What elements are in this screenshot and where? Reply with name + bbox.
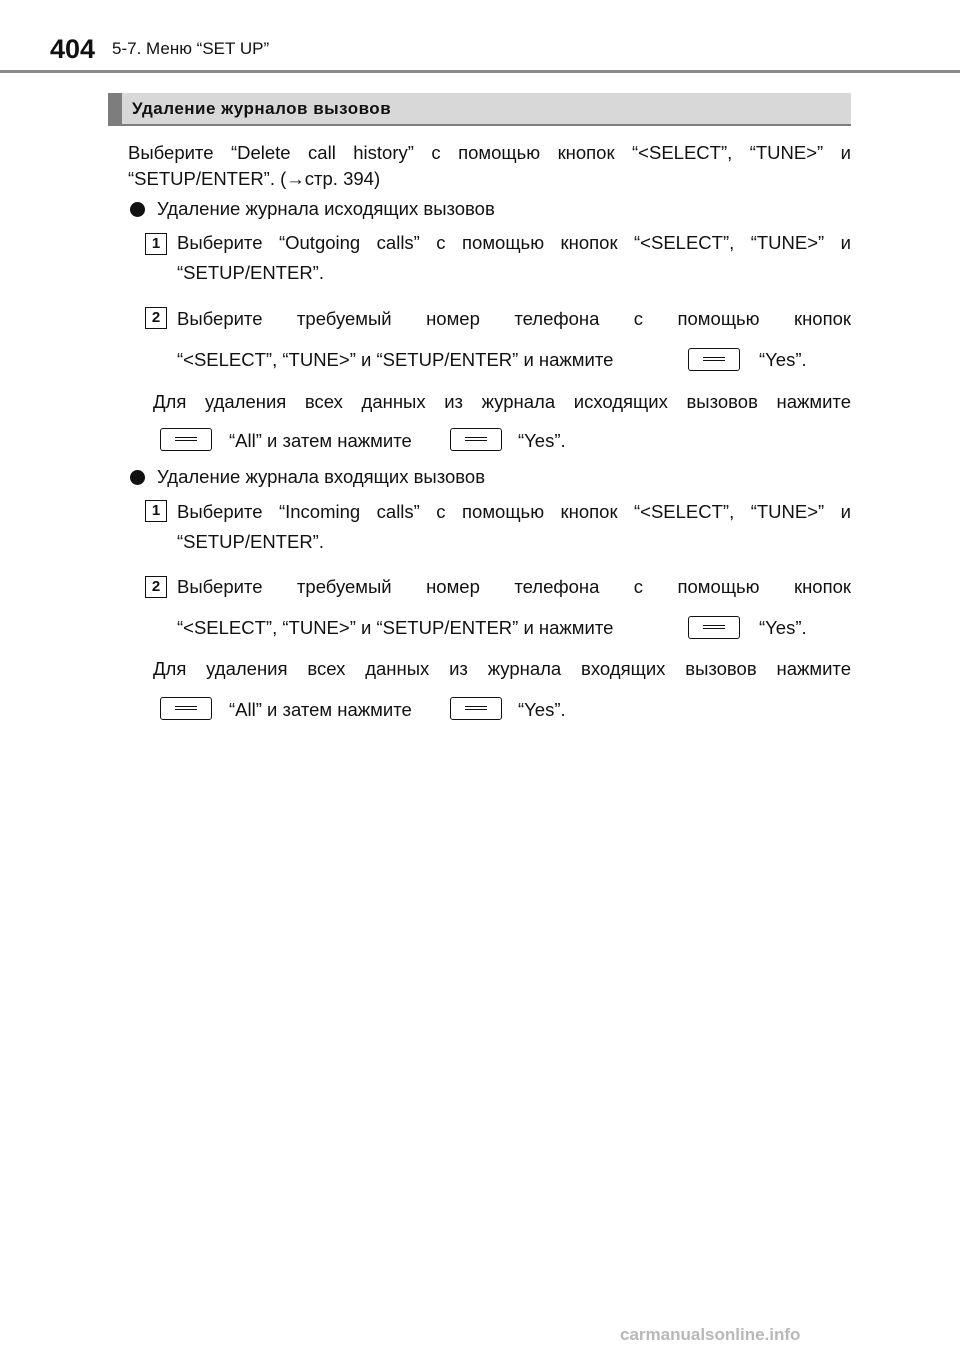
section-title: Удаление журналов вызовов — [132, 99, 392, 118]
outgoing-heading: Удаление журнала исходящих вызовов — [157, 198, 495, 219]
intro-line-1: Выберите “Delete call history” с помощью кнопок “<SELECT”, “TUNE>” и — [128, 142, 851, 163]
step-2-badge: 2 — [145, 576, 167, 598]
incoming-step2-line2: “<SELECT”, “TUNE>” и “SETUP/ENTER” и нажмите — [177, 617, 614, 638]
outgoing-all-line1: Для удаления всех данных из журнала исходящих вызовов нажмите — [153, 391, 851, 412]
incoming-all-text: “All” и затем нажмите — [229, 699, 412, 720]
incoming-all-line1: Для удаления всех данных из журнала входящих вызовов нажмите — [153, 658, 851, 679]
outgoing-step2-yes: “Yes”. — [759, 349, 807, 370]
incoming-step2-yes: “Yes”. — [759, 617, 807, 638]
outgoing-step1-line1: Выберите “Outgoing calls” с помощью кнопок “<SELECT”, “TUNE>” и — [177, 232, 851, 253]
screen-button-icon — [450, 428, 502, 451]
bullet-icon — [130, 470, 145, 485]
incoming-step1-line1: Выберите “Incoming calls” с помощью кнопок “<SELECT”, “TUNE>” и — [177, 501, 851, 522]
chapter-title: 5-7. Меню “SET UP” — [112, 39, 270, 58]
screen-button-icon — [160, 428, 212, 451]
page-header — [0, 0, 960, 72]
outgoing-step1-line2: “SETUP/ENTER”. — [177, 262, 324, 283]
incoming-all-yes: “Yes”. — [518, 699, 566, 720]
incoming-step2-line1: Выберите требуемый номер телефона с помощью кнопок — [177, 576, 851, 597]
page-number: 404 — [50, 34, 96, 64]
step-1-badge: 1 — [145, 233, 167, 255]
incoming-step1-line2: “SETUP/ENTER”. — [177, 531, 324, 552]
screen-button-icon — [688, 348, 740, 371]
outgoing-step2-line1: Выберите требуемый номер телефона с помощью кнопок — [177, 308, 851, 329]
step-1-badge: 1 — [145, 500, 167, 522]
outgoing-all-yes: “Yes”. — [518, 430, 566, 451]
screen-button-icon — [160, 697, 212, 720]
screen-button-icon — [688, 616, 740, 639]
incoming-heading: Удаление журнала входящих вызовов — [157, 466, 486, 487]
intro-line-2: “SETUP/ENTER”. (→стр. 394) — [128, 168, 381, 189]
step-2-badge: 2 — [145, 307, 167, 329]
header-divider — [0, 70, 960, 73]
section-heading-bar — [108, 93, 851, 126]
screen-button-icon — [450, 697, 502, 720]
outgoing-all-text: “All” и затем нажмите — [229, 430, 412, 451]
watermark: carmanualsonline.info — [620, 1325, 801, 1344]
outgoing-step2-line2: “<SELECT”, “TUNE>” и “SETUP/ENTER” и нажмите — [177, 349, 614, 370]
bullet-icon — [130, 202, 145, 217]
